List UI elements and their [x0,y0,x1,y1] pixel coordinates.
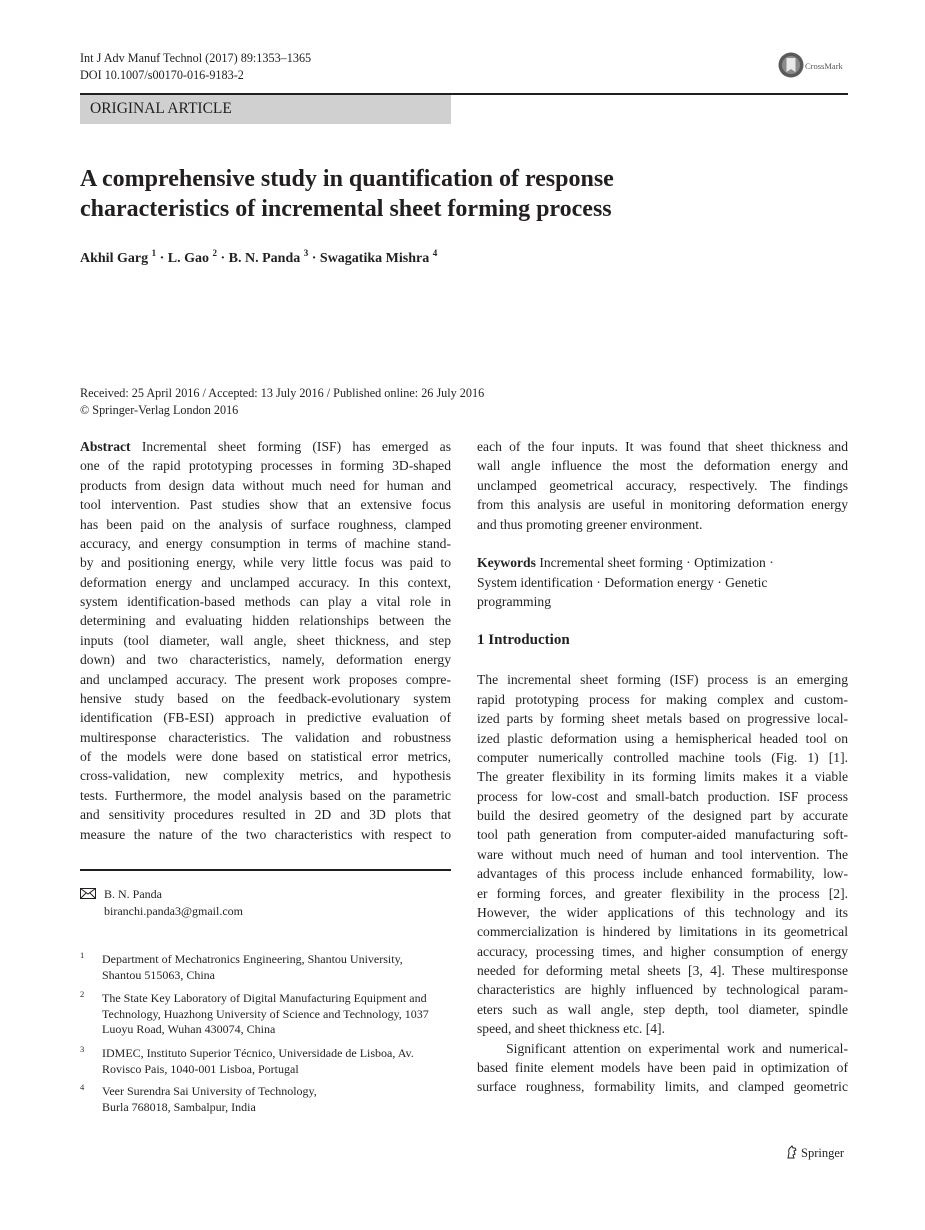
body-line: er forming forces, and greater flexibility in the process [2]. [477,885,848,901]
body-line: eters such as wall angle, step depth, tool diameter, spindle [477,1001,848,1017]
article-type-label: ORIGINAL ARTICLE [90,100,232,117]
abstract-line: identification (FB-ESI) approach in predictive evaluation of [80,710,451,726]
affiliation-ref: 3 [303,248,309,258]
abstract-line: hensive study based on the feedback-evolutionary system [80,690,451,706]
abstract-line: down) and two characteristics, namely, deformation energy [80,652,451,668]
body-line: process for low-cost and small-batch production. ISF process [477,788,848,804]
abstract-line: measure the nature of the two characteristics with respect to [80,826,451,842]
abstract-line: inputs (tool diameter, wall angle, sheet thickness, and step [80,632,451,648]
publisher-logo [786,1145,844,1161]
abstract-label: Abstract [80,439,131,454]
abstract-column [80,437,451,844]
body-line: rapid prototyping process for making complex and custom- [477,691,848,707]
keywords-text: Incremental sheet forming · Optimization · [539,555,774,571]
author-list [80,248,437,267]
body-line: needed for deforming metal sheets [3, 4]. These multiresponse [477,963,848,978]
keywords-line: programming [477,594,551,609]
body-line: commercialization is hindered by limitations in its geometrical [477,924,848,940]
affiliation-line: Burla 768018, Sambalpur, India [102,1099,256,1114]
journal-citation: Int J Adv Manuf Technol (2017) 89:1353–1365 [80,51,312,65]
affiliation-line: Technology, Huazhong University of Science and Technology, 1037 [102,1006,429,1021]
author-separator: · [220,251,226,266]
correspondence [80,886,243,919]
body-line: accuracy, processing times, and higher consumption of energy [477,943,848,959]
author-separator: · [159,251,165,266]
publication-dates [80,385,484,418]
affiliation-ref: 4 [432,248,438,258]
affiliation-line: Luoyu Road, Wuhan 430074, China [102,1022,276,1037]
author-name[interactable]: Swagatika Mishra [319,251,430,266]
keywords-line: System identification · Deformation energy · Genetic [477,574,768,590]
body-line: The incremental sheet forming (ISF) process is an emerging [477,672,848,688]
abstract-line: accuracy, and energy consumption in terms of machine stand- [80,535,451,551]
abstract-line: one of the rapid prototyping processes in forming 3D-shaped [80,458,451,474]
body-line: Significant attention on experimental work and numerical- [477,1040,848,1056]
abstract-line: determining and evaluating hidden relationships between the [80,613,451,629]
springer-horse-icon [786,1145,798,1159]
body-line: speed, and sheet thickness etc. [4]. [477,1021,665,1037]
affiliation-line: Department of Mechatronics Engineering, Shantou University, [102,952,403,966]
journal-info [80,50,311,84]
abstract-line: has been paid on the analysis of surface roughness, clamped [80,516,451,532]
affiliation-number: 4 [80,1082,85,1092]
abstract-line: multiresponse characteristics. The validation and robustness [80,729,451,745]
crossmark-label: CrossMark [805,61,843,71]
abstract-line: by and positioning energy, while very little focus was paid to [80,555,451,571]
body-line: advantages of this process include enhanced formability, low- [477,866,848,882]
abstract-line: products from design data without much need for human and [80,477,451,493]
body-line: tool path generation from computer-aided manufacturing soft- [477,827,848,843]
article-type-banner [80,95,451,124]
crossmark-badge[interactable] [778,52,858,82]
author-name[interactable]: Akhil Garg [80,251,149,266]
article-title [80,164,780,224]
body-line: characteristics are highly influenced by technological param- [477,982,848,998]
copyright: © Springer-Verlag London 2016 [80,402,239,417]
abstract-line: and unclamped accuracy. The present work proposes compre- [80,671,451,687]
abstract-line: unclamped geometrical accuracy, respectively. The findings [477,477,848,493]
footnote-rule [80,869,451,871]
body-line: based finite element models have been paid in optimization of [477,1059,848,1075]
body-line: surface roughness, formability limits, and clamped geometric [477,1079,848,1095]
doi[interactable]: DOI 10.1007/s00170-016-9183-2 [80,68,244,82]
publisher-name: Springer [801,1146,845,1160]
body-line: build the desired geometry of the designed part by accurate [477,808,848,823]
body-line: However, the wider applications of this technology and its [477,904,848,920]
affiliation-line: The State Key Laboratory of Digital Manufacturing Equipment and [102,991,427,1005]
affiliation-ref: 2 [212,248,217,258]
envelope-icon [80,888,96,899]
affiliation-number: 3 [80,1044,85,1054]
body-line: ized plastic deformation using a hemispherical headed tool on [477,730,848,746]
author-name[interactable]: L. Gao [167,251,209,266]
corresponding-email[interactable]: biranchi.panda3@gmail.com [104,903,244,918]
abstract-line: of the models were done based on statistical error metrics, [80,749,451,764]
body-line: The greater flexibility in its forming limits makes it a viable [477,769,848,785]
affiliation-number: 1 [80,950,85,960]
abstract-line: and thus promoting greener environment. [477,516,703,532]
abstract-line: and sensitivity procedures resulted in 2D and 3D plots that [80,807,451,823]
history-dates: Received: 25 April 2016 / Accepted: 13 July 2016 / Published online: 26 July 2016 [80,386,485,400]
abstract-line: system identification-based methods can play a vital role in [80,594,451,609]
corresponding-author: B. N. Panda [104,887,162,901]
affiliation-ref: 1 [151,248,157,258]
abstract-line: deformation energy and unclamped accuracy. In this context, [80,574,451,590]
keywords-label: Keywords [477,555,536,571]
body-line: computer numerically controlled machine tools (Fig. 1) [1]. [477,749,848,765]
section-heading: 1 Introduction [477,632,570,649]
abstract-line: from this analysis are useful in monitoring deformation energy [477,497,848,513]
abstract-line: tool intervention. Past studies show that an extensive focus [80,497,451,513]
affiliation-line: Shantou 515063, China [102,967,215,982]
right-column [477,437,848,1097]
author-separator: · [311,251,317,266]
abstract-line [80,437,451,456]
title-line: A comprehensive study in quantification of response [80,166,614,192]
abstract-line: tests. Furthermore, the model analysis based on the parametric [80,787,451,803]
abstract-line: each of the four inputs. It was found that sheet thickness and [477,439,848,454]
body-line: ized parts by forming sheet metals based on progressive local- [477,711,848,727]
author-name[interactable]: B. N. Panda [228,251,301,266]
keywords-line [477,553,848,572]
affiliation-line: IDMEC, Instituto Superior Técnico, Universidade de Lisboa, Av. [102,1046,414,1060]
title-line: characteristics of incremental sheet forming process [80,196,612,222]
affiliation-number: 2 [80,989,85,999]
affiliation-line: Veer Surendra Sai University of Technology, [102,1084,317,1098]
affiliation-line: Rovisco Pais, 1040-001 Lisboa, Portugal [102,1061,299,1076]
crossmark-icon [778,52,804,78]
abstract-line: cross-validation, new complexity metrics, and hypothesis [80,768,451,784]
body-line: ware without much need of human and tool intervention. The [477,846,848,862]
abstract-text: Incremental sheet forming (ISF) has emerged as [141,439,451,454]
abstract-line: wall angle influence the most the deformation energy and [477,458,848,474]
